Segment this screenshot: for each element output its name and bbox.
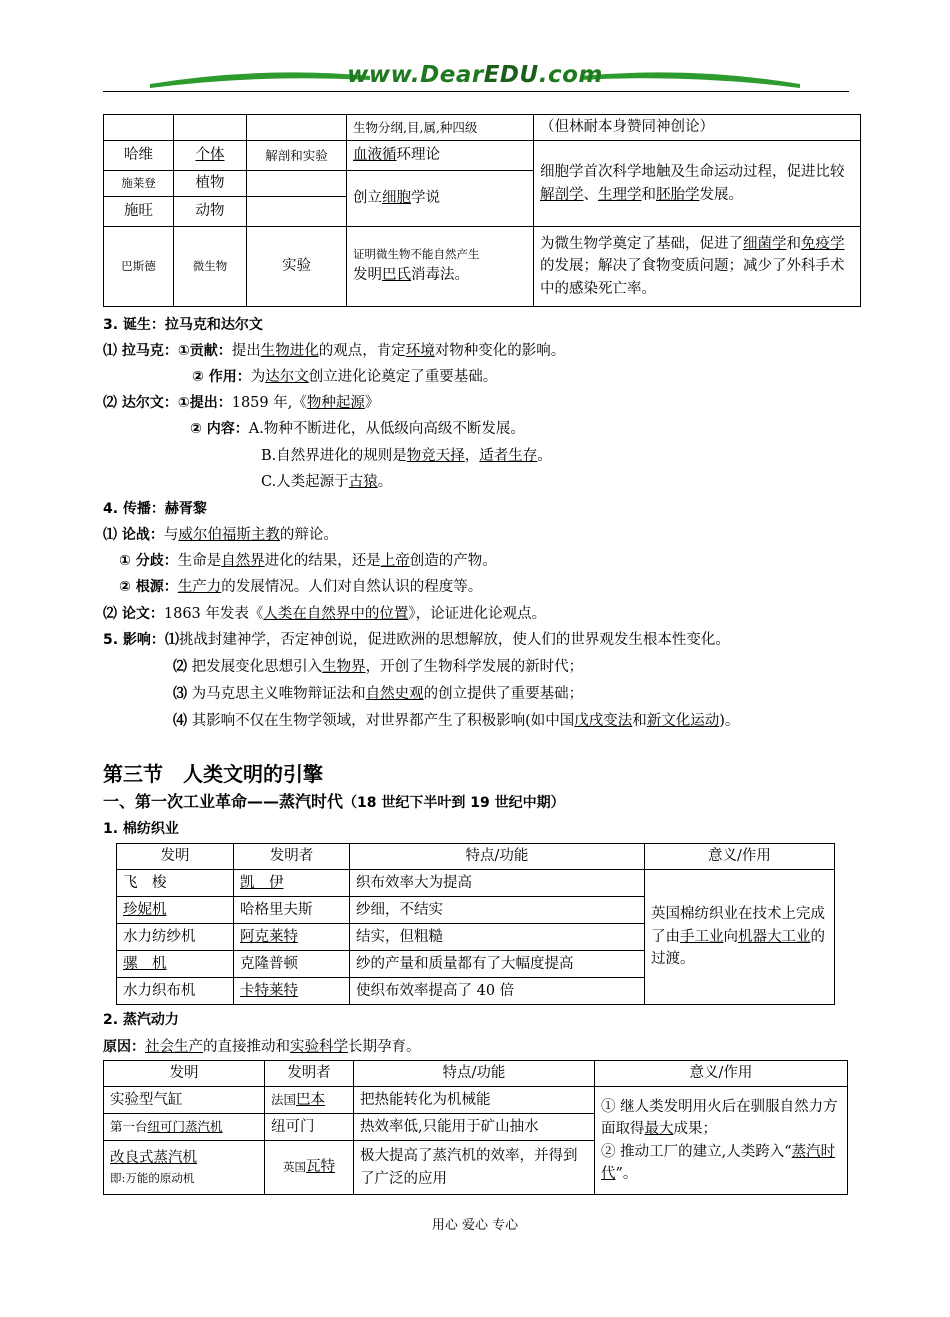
steam-cause: 原因：社会生产的直接推动和实验科学长期孕育。 bbox=[103, 1039, 421, 1055]
cell-invention: 珍妮机 bbox=[117, 897, 234, 924]
cell-theory: 创立细胞学说 bbox=[347, 171, 534, 227]
cell-level: 微生物 bbox=[174, 227, 247, 307]
influence-line-3: ⑶ 为马克思主义唯物辩证法和自然史观的创立提供了重要基础； bbox=[173, 686, 584, 702]
influence-line-2: ⑵ 把发展变化思想引入生物界，开创了生物科学发展的新时代； bbox=[173, 659, 584, 675]
cell-feature: 极大提高了蒸汽机的效率，并得到了广泛的应用 bbox=[354, 1141, 595, 1195]
cell-inventor: 凯 伊 bbox=[234, 870, 350, 897]
cell-invention: 水力纺纱机 bbox=[117, 924, 234, 951]
cell-empty bbox=[247, 171, 347, 197]
root-cause-line: ② 根源：生产力的发展情况。人们对自然认识的程度等。 bbox=[119, 579, 483, 595]
col-header: 意义/作用 bbox=[595, 1061, 848, 1087]
cell-inventor: 纽可门 bbox=[265, 1114, 354, 1141]
cell-invention: 飞 梭 bbox=[117, 870, 234, 897]
cell-empty bbox=[174, 115, 247, 141]
section-3-title: 3. 诞生：拉马克和达尔文 bbox=[103, 317, 263, 333]
cell-linnaeus-note: （但林耐本身赞同神创论） bbox=[534, 115, 861, 141]
cell-feature: 纱的产量和质量都有了大幅度提高 bbox=[350, 951, 645, 978]
paper-line: ⑵ 论文：1863 年发表《人类在自然界中的位置》，论证进化论观点。 bbox=[103, 606, 547, 622]
cell-theory: 血液循环理论 bbox=[347, 141, 534, 171]
steam-table bbox=[103, 1060, 848, 1195]
cell-empty bbox=[247, 115, 347, 141]
col-header: 发明者 bbox=[265, 1061, 354, 1087]
cell-significance: 细胞学首次科学地触及生命运动过程，促进比较解剖学、生理学和胚胎学发展。 bbox=[534, 141, 861, 227]
darwin-content-c: C.人类起源于古猿。 bbox=[261, 474, 393, 490]
darwin-content-b: B.自然界进化的规则是物竞天择，适者生存。 bbox=[261, 448, 552, 464]
influence-line-4: ⑷ 其影响不仅在生物学领域，对世界都产生了积极影响(如中国戊戌变法和新文化运动)。 bbox=[173, 713, 740, 729]
cotton-table bbox=[116, 843, 835, 1005]
divergence-line: ① 分歧：生命是自然界进化的结果，还是上帝创造的产物。 bbox=[119, 553, 497, 569]
cell-classification: 生物分纲,目,属,种四级 bbox=[347, 115, 534, 141]
cell-name: 哈维 bbox=[104, 141, 174, 171]
darwin-proposal: ⑵ 达尔文：①提出：1859 年,《物种起源》 bbox=[103, 395, 380, 411]
subsection-heading: 一、第一次工业革命——蒸汽时代（18 世纪下半叶到 19 世纪中期） bbox=[103, 792, 565, 811]
table-row bbox=[104, 141, 861, 171]
debate-line: ⑴ 论战：与威尔伯福斯主教的辩论。 bbox=[103, 527, 338, 543]
scientists-table bbox=[103, 114, 861, 307]
cell-empty bbox=[247, 197, 347, 227]
cell-theory: 证明微生物不能自然产生 发明巴氏消毒法。 bbox=[347, 227, 534, 307]
cotton-title: 1. 棉纺织业 bbox=[103, 821, 179, 837]
cell-invention: 实验型气缸 bbox=[104, 1087, 265, 1114]
cell-method: 实验 bbox=[247, 227, 347, 307]
col-header: 发明 bbox=[104, 1061, 265, 1087]
page-footer: 用心 爱心 专心 bbox=[431, 1218, 519, 1233]
cell-name: 巴斯德 bbox=[104, 227, 174, 307]
cell-feature: 热效率低,只能用于矿山抽水 bbox=[354, 1114, 595, 1141]
cell-inventor: 阿克莱特 bbox=[234, 924, 350, 951]
col-header: 发明者 bbox=[234, 844, 350, 870]
cell-name: 施旺 bbox=[104, 197, 174, 227]
cell-level: 个体 bbox=[174, 141, 247, 171]
cell-method: 解剖和实验 bbox=[247, 141, 347, 171]
steam-title: 2. 蒸汽动力 bbox=[103, 1012, 179, 1028]
cell-inventor: 哈格里夫斯 bbox=[234, 897, 350, 924]
site-name: www.DearEDU.com bbox=[347, 62, 603, 88]
cell-invention: 水力织布机 bbox=[117, 978, 234, 1005]
table-header-row bbox=[117, 844, 835, 870]
cell-inventor: 法国巴本 bbox=[265, 1087, 354, 1114]
cell-significance: 英国棉纺织业在技术上完成了由手工业向机器大工业的过渡。 bbox=[645, 870, 835, 1005]
lamarck-contribution: ⑴ 拉马克：①贡献：提出生物进化的观点，肯定环境对物种变化的影响。 bbox=[103, 343, 566, 359]
cell-inventor: 英国瓦特 bbox=[265, 1141, 354, 1195]
cell-invention: 第一台纽可门蒸汽机 bbox=[104, 1114, 265, 1141]
col-header: 特点/功能 bbox=[354, 1061, 595, 1087]
influence-line-1: 5. 影响：⑴挑战封建神学，否定神创说，促进欧洲的思想解放，使人们的世界观发生根本性变化。 bbox=[103, 632, 730, 648]
cell-feature: 把热能转化为机械能 bbox=[354, 1087, 595, 1114]
table-row bbox=[104, 1087, 848, 1114]
cell-feature: 结实，但粗糙 bbox=[350, 924, 645, 951]
darwin-content-a: ② 内容：A.物种不断进化，从低级向高级不断发展。 bbox=[190, 421, 525, 437]
section-4-title: 4. 传播：赫胥黎 bbox=[103, 501, 207, 517]
cell-significance: ① 继人类发明用火后在驯服自然力方面取得最大成果； ② 推动工厂的建立,人类跨入“蒸汽时代”。 bbox=[595, 1087, 848, 1195]
cell-feature: 织布效率大为提高 bbox=[350, 870, 645, 897]
header-rule bbox=[103, 91, 849, 92]
cell-level: 动物 bbox=[174, 197, 247, 227]
col-header: 意义/作用 bbox=[645, 844, 835, 870]
cell-inventor: 卡特莱特 bbox=[234, 978, 350, 1005]
cell-feature: 纱细，不结实 bbox=[350, 897, 645, 924]
cell-level: 植物 bbox=[174, 171, 247, 197]
table-row bbox=[104, 115, 861, 141]
table-header-row bbox=[104, 1061, 848, 1087]
lamarck-role: ② 作用：为达尔文创立进化论奠定了重要基础。 bbox=[192, 369, 498, 385]
section-heading: 第三节 人类文明的引擎 bbox=[103, 762, 323, 786]
table-row bbox=[104, 227, 861, 307]
cell-invention: 改良式蒸汽机 即:万能的原动机 bbox=[104, 1141, 265, 1195]
cell-invention: 骡 机 bbox=[117, 951, 234, 978]
table-row bbox=[117, 870, 835, 897]
cell-empty bbox=[104, 115, 174, 141]
cell-significance: 为微生物学奠定了基础，促进了细菌学和免疫学的发展；解决了食物变质问题；减少了外科手术中的感染死亡率。 bbox=[534, 227, 861, 307]
cell-inventor: 克隆普顿 bbox=[234, 951, 350, 978]
cell-name: 施莱登 bbox=[104, 171, 174, 197]
col-header: 特点/功能 bbox=[350, 844, 645, 870]
cell-feature: 使织布效率提高了 40 倍 bbox=[350, 978, 645, 1005]
col-header: 发明 bbox=[117, 844, 234, 870]
